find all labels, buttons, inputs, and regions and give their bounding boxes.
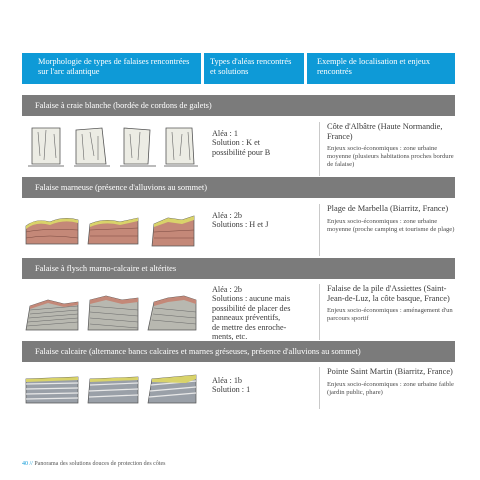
marl-cliff-profile-2 (86, 212, 140, 246)
hazards-solutions-marl (212, 211, 318, 230)
socio-economic-issues: Enjeux socio-économiques : zone urbaine moyenne (plusieurs habitations proches bordure de falaise) (327, 145, 454, 169)
section-row-limestone-cliff (22, 367, 455, 409)
limestone-cliff-profile-2 (86, 373, 140, 405)
marl-cliff-profile-3 (148, 210, 198, 248)
hazards-solutions-chalk (212, 129, 318, 157)
hazard-line: Aléa : 1 (212, 129, 238, 138)
location-flysch (327, 284, 457, 323)
chalk-cliff-profile-3 (118, 126, 158, 170)
section-row-marl-cliff (22, 204, 455, 256)
header-morphology: Morphologie de types de falaises rencontrées sur l'arc atlantique (22, 53, 201, 84)
flysch-cliff-profile-1 (24, 292, 80, 332)
flysch-cliff-profile-3 (146, 290, 198, 332)
page-number: 40 (22, 461, 28, 467)
chalk-cliff-profile-4 (162, 126, 200, 170)
location-title: Falaise de la pile d'Assiettes (Saint-Jean-de-Luz, la côte basque, France) (327, 284, 450, 303)
solution-line: panneaux préventifs, (212, 313, 281, 323)
page-footer (22, 461, 165, 467)
marl-cliff-profile-1 (24, 212, 80, 246)
hazards-solutions-limestone (212, 376, 318, 395)
marl-cliff-illustrations (22, 204, 201, 264)
header-hazards-solutions: Types d'aléas rencontrés et solutions (204, 53, 304, 84)
limestone-cliff-illustrations (22, 367, 201, 427)
solution-line: possibilité pour B (212, 147, 271, 157)
location-marl (327, 204, 457, 234)
chalk-cliff-profile-1 (26, 126, 66, 170)
section-title-flysch-cliff: Falaise à flysch marno-calcaire et altérites (22, 258, 455, 279)
column-divider (319, 122, 320, 176)
hazard-line: Aléa : 2b (212, 285, 243, 294)
section-row-chalk-cliff (22, 122, 455, 176)
limestone-cliff-profile-3 (146, 371, 198, 405)
section-title-chalk-cliff: Falaise à craie blanche (bordée de cordons de galets) (22, 95, 455, 116)
solution-line: possibilité de placer des (212, 303, 291, 313)
footer-separator: // (29, 461, 33, 467)
solution-line: Solution : 1 (212, 385, 251, 395)
socio-economic-issues: Enjeux socio-économiques : zone urbaine moyenne (proche camping et tourisme de plage) (327, 217, 455, 233)
solution-line: Solution : K et (212, 138, 260, 148)
socio-economic-issues: Enjeux socio-économiques : zone urbaine faible (jardin public, phare) (327, 380, 454, 396)
hazard-line: Aléa : 1b (212, 376, 243, 385)
location-title: Plage de Marbella (Biarritz, France) (327, 204, 449, 213)
limestone-cliff-profile-1 (24, 373, 80, 405)
section-row-flysch-cliff (22, 284, 455, 340)
flysch-cliff-profile-2 (86, 290, 140, 332)
hazards-solutions-flysch (212, 285, 318, 341)
chalk-cliff-illustrations (22, 122, 201, 182)
solution-line: Solutions : aucune mais (212, 294, 291, 304)
location-limestone (327, 367, 457, 397)
publication-title: Panorama des solutions douces de protection des côtes (34, 461, 166, 467)
header-location-issues: Exemple de localisation et enjeux rencontrés (307, 53, 455, 84)
location-title: Côte d'Albâtre (Haute Normandie, France) (327, 122, 443, 141)
column-divider (319, 367, 320, 409)
location-title: Pointe Saint Martin (Biarritz, France) (327, 367, 453, 376)
solution-line: Solutions : H et J (212, 220, 269, 230)
solution-line: de mettre des enroche- (212, 322, 287, 332)
section-title-marl-cliff: Falaise marneuse (présence d'alluvions au sommet) (22, 177, 455, 198)
section-title-limestone-cliff: Falaise calcaire (alternance bancs calcaires et marnes gréseuses, présence d'alluvions au sommet) (22, 341, 455, 362)
socio-economic-issues: Enjeux socio-économiques : aménagement d'un parcours sportif (327, 307, 453, 323)
hazard-line: Aléa : 2b (212, 211, 243, 220)
location-chalk (327, 122, 457, 169)
column-divider (319, 204, 320, 256)
chalk-cliff-profile-2 (72, 126, 112, 170)
solution-line: ments, etc. (212, 332, 248, 342)
column-divider (319, 284, 320, 340)
flysch-cliff-illustrations (22, 284, 201, 344)
